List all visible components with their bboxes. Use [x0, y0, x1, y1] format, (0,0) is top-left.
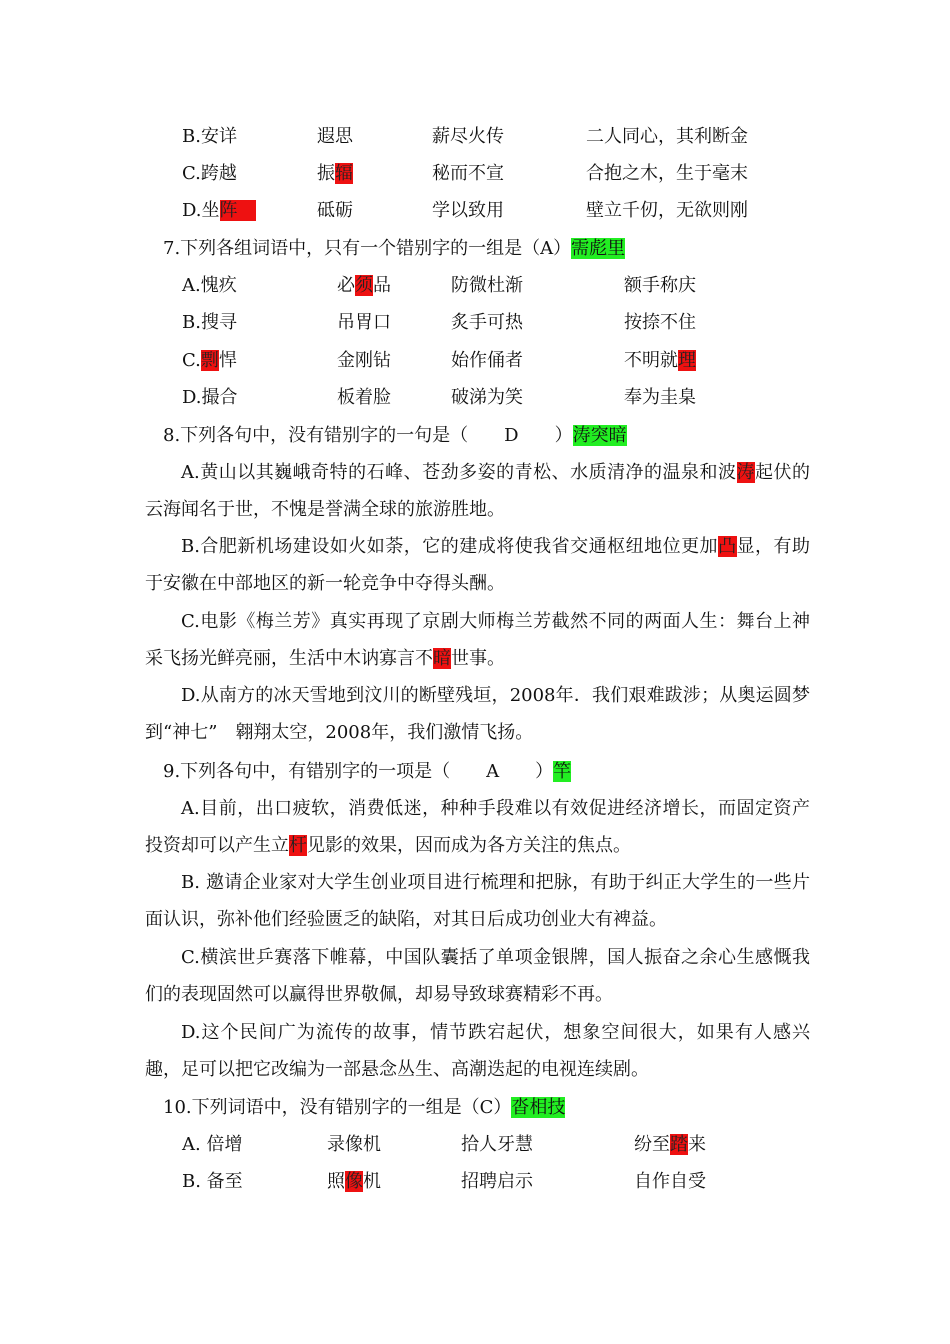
- word: 不明就理: [624, 350, 696, 371]
- option-label: A. 倍增: [182, 1134, 243, 1155]
- word: 砥砺: [317, 200, 353, 221]
- word: 薪尽火传: [432, 126, 504, 147]
- option-c-paragraph: C.电影《梅兰芳》真实再现了京剧大师梅兰芳截然不同的两面人生：舞台上神采飞扬光鲜亮丽，生活中木讷寡言不暗世事。: [145, 611, 810, 669]
- word: 秘而不宣: [432, 163, 504, 184]
- option-label: C.剽悍: [182, 350, 237, 371]
- word: 破涕为笑: [451, 387, 523, 408]
- question-8-stem: 8.下列各句中，没有错别字的一句是（ D ）涛突暗: [163, 425, 627, 446]
- option-a-paragraph: A.黄山以其巍峨奇特的石峰、苍劲多姿的青松、水质清净的温泉和波涛起伏的云海闻名于世，不愧是誉满全球的旅游胜地。: [145, 462, 811, 520]
- word: 纷至踏来: [634, 1134, 706, 1155]
- wrong-char-highlight: 像: [345, 1171, 363, 1192]
- option-b-paragraph: B. 邀请企业家对大学生创业项目进行梳理和把脉，有助于纠正大学生的一些片面认识，弥补他们经验匮乏的缺陷，对其日后成功创业大有裨益。: [145, 872, 810, 930]
- word: 金刚钻: [337, 350, 391, 371]
- word: 必须品: [337, 275, 391, 296]
- option-label: B. 备至: [182, 1171, 243, 1192]
- word: 壁立千仞，无欲则刚: [586, 200, 748, 221]
- word: 按捺不住: [624, 312, 696, 333]
- word: 招聘启示: [461, 1171, 533, 1192]
- word: 学以致用: [432, 200, 504, 221]
- word: 板着脸: [337, 387, 391, 408]
- word: 防微杜渐: [451, 275, 523, 296]
- word: 照像机: [327, 1171, 381, 1192]
- question-9-stem: 9.下列各句中，有错别字的一项是（ A ）竿: [163, 761, 572, 782]
- wrong-char-highlight: 辐: [335, 163, 353, 184]
- word: 合抱之木，生于毫末: [586, 163, 748, 184]
- option-label: B.安详: [182, 126, 237, 147]
- option-label: D.坐阵: [182, 198, 256, 224]
- option-label: C.跨越: [182, 163, 237, 184]
- word: 二人同心，其利断金: [586, 126, 748, 147]
- wrong-char-highlight: 剽: [200, 350, 219, 371]
- wrong-char-highlight: 阵: [219, 200, 238, 221]
- wrong-char-highlight: 凸: [718, 536, 737, 557]
- word: 振辐: [317, 163, 353, 184]
- word: 炙手可热: [451, 312, 523, 333]
- wrong-char-highlight: 杆: [289, 835, 307, 856]
- wrong-char-highlight: 须: [355, 275, 373, 296]
- word: 拾人牙慧: [461, 1134, 533, 1155]
- option-label: D.撮合: [182, 387, 238, 408]
- option-d-paragraph: D.从南方的冰天雪地到汶川的断壁残垣，2008年．我们艰难跋涉；从奥运圆梦到“神七” 翱翔太空，2008年，我们激情飞扬。: [145, 685, 810, 743]
- wrong-char-highlight: 理: [678, 350, 696, 371]
- word: 始作俑者: [451, 350, 523, 371]
- wrong-char-highlight: [238, 200, 256, 221]
- answer-note: 竿: [553, 761, 572, 782]
- option-b-paragraph: B.合肥新机场建设如火如荼，它的建成将使我省交通枢纽地位更加凸显，有助于安徽在中部地区的新一轮竞争中夺得头酬。: [145, 536, 811, 594]
- answer-note: 涛突暗: [572, 425, 627, 446]
- question-7-stem: 7.下列各组词语中，只有一个错别字的一组是（A）需彪里: [163, 238, 626, 259]
- word: 遐思: [317, 126, 353, 147]
- answer-note: 沓相技: [511, 1097, 566, 1118]
- option-c-paragraph: C.横滨世乒赛落下帷幕，中国队囊括了单项金银牌，国人振奋之余心生感慨我们的表现固然可以赢得世界敬佩，却易导致球赛精彩不再。: [145, 947, 810, 1005]
- question-10-stem: 10.下列词语中，没有错别字的一组是（C）沓相技: [163, 1097, 566, 1118]
- option-d-paragraph: D.这个民间广为流传的故事，情节跌宕起伏，想象空间很大，如果有人感兴趣，足可以把它改编为一部悬念丛生、高潮迭起的电视连续剧。: [145, 1022, 810, 1080]
- answer-note: 需彪里: [571, 238, 626, 259]
- wrong-char-highlight: 暗: [433, 648, 451, 669]
- option-a-paragraph: A.目前，出口疲软，消费低迷，种种手段难以有效促进经济增长，而固定资产投资却可以产生立杆见影的效果，因而成为各方关注的焦点。: [145, 798, 810, 856]
- option-label: B.搜寻: [182, 312, 237, 333]
- wrong-char-highlight: 涛: [736, 462, 756, 483]
- word: 自作自受: [634, 1171, 706, 1192]
- word: 额手称庆: [624, 275, 696, 296]
- word: 吊胃口: [337, 312, 391, 333]
- wrong-char-highlight: 踏: [670, 1134, 688, 1155]
- word: 录像机: [327, 1134, 381, 1155]
- word: 奉为圭臬: [624, 387, 696, 408]
- option-label: A.愧疚: [182, 275, 237, 296]
